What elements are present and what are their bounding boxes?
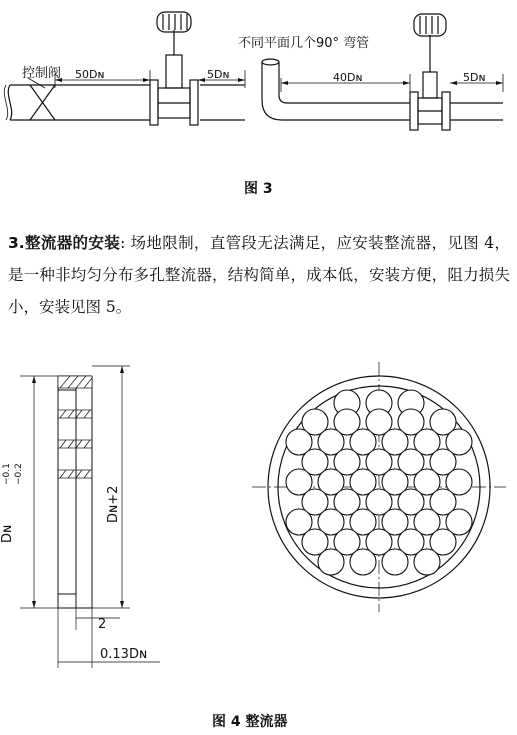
perforation-hole — [350, 549, 376, 575]
control-valve-label: 控制阀 — [22, 66, 62, 81]
perforation-hole — [414, 549, 440, 575]
right-downstream-dimension: 5Dɴ — [463, 71, 486, 84]
perforation-hole — [382, 549, 408, 575]
thickness-dimension: 2 — [98, 617, 107, 632]
paragraph-body: : 场地限制，直管段无法满足，应安装整流器，见图 4，是一种非均匀分布多孔整流器，结构简单，成本低，安装方便，阻力损失小，安装见图 5。 — [8, 234, 510, 316]
right-upstream-dimension: 40Dɴ — [333, 71, 363, 84]
left-pipe — [4, 85, 245, 120]
figure-4-drawing — [0, 355, 517, 695]
figure-4-caption: 图 4 整流器 — [212, 714, 288, 730]
rectifier-section-view — [20, 366, 160, 668]
outer-diameter-dimension: Dɴ+2 — [106, 485, 121, 523]
elbow-label: 不同平面几个90° 弯管 — [238, 36, 370, 51]
left-downstream-dimension: 5Dɴ — [207, 68, 230, 81]
figure-3-caption: 图 3 — [244, 181, 273, 197]
control-valve-icon — [30, 85, 55, 120]
inner-diameter-tolerance-upper: −0.1 — [2, 463, 12, 485]
figure-4 — [0, 355, 517, 695]
depth-dimension: 0.13Dɴ — [100, 647, 148, 662]
perforation-hole — [318, 549, 344, 575]
inner-diameter-dimension: Dɴ — [0, 524, 15, 543]
right-pipe — [262, 59, 503, 120]
figure-3-drawing — [0, 0, 517, 200]
left-upstream-dimension: 50Dɴ — [75, 68, 105, 81]
inner-diameter-tolerance-lower: −0.2 — [14, 463, 24, 485]
left-flowmeter-body — [150, 12, 198, 125]
paragraph-heading: 3.整流器的安装 — [8, 234, 121, 252]
figure-3 — [0, 0, 517, 200]
right-flowmeter-body — [410, 14, 450, 130]
body-paragraph — [8, 227, 510, 323]
